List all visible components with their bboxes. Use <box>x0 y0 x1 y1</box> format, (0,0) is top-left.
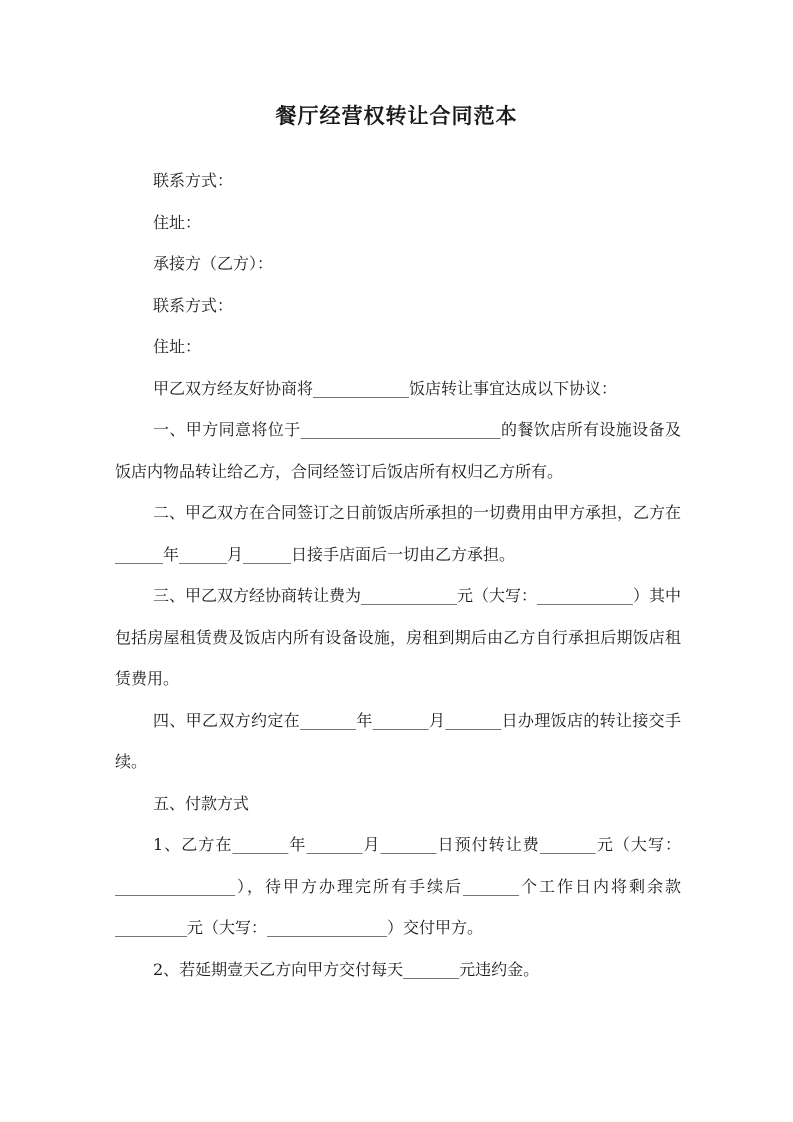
paragraph-clause-5-heading: 五、付款方式 <box>153 793 250 813</box>
paragraph-intro: 甲乙双方经友好协商将____________饭店转让事宜达成以下协议： <box>153 378 618 398</box>
paragraph-contact-1: 联系方式： <box>153 171 234 190</box>
paragraph-party-b: 承接方（乙方）： <box>153 254 274 273</box>
document-body <box>115 160 681 990</box>
paragraph-address-1: 住址： <box>153 212 202 232</box>
paragraph-payment-1: 1、乙方在_______年_______月_______日预付转让费_______元（大写：_______________），待甲方办理完所有手续后_______个工作日内将剩余款_________元（大写：_______________）交付甲方。 <box>115 835 681 937</box>
paragraph-clause-1: 一、甲方同意将位于_________________________的餐饮店所有设施设备及饭店内物品转让给乙方，合同经签订后饭店所有权归乙方所有。 <box>115 420 681 481</box>
paragraph-clause-4: 四、甲乙双方约定在_______年_______月_______日办理饭店的转让接交手续。 <box>115 710 681 771</box>
paragraph-payment-2: 2、若延期壹天乙方向甲方交付每天_______元违约金。 <box>153 959 540 979</box>
paragraph-clause-2: 二、甲乙双方在合同签订之日前饭店所承担的一切费用由甲方承担，乙方在______年______月______日接手店面后一切由乙方承担。 <box>115 503 682 564</box>
document-title: 餐厅经营权转让合同范本 <box>275 104 518 128</box>
paragraph-address-2: 住址： <box>153 337 202 356</box>
paragraph-clause-3: 三、甲乙双方经协商转让费为____________元（大写：____________）其中包括房屋租赁费及饭店内所有设备设施，房租到期后由乙方自行承担后期饭店租赁费用。 <box>115 586 682 688</box>
paragraph-contact-2: 联系方式： <box>153 295 234 315</box>
